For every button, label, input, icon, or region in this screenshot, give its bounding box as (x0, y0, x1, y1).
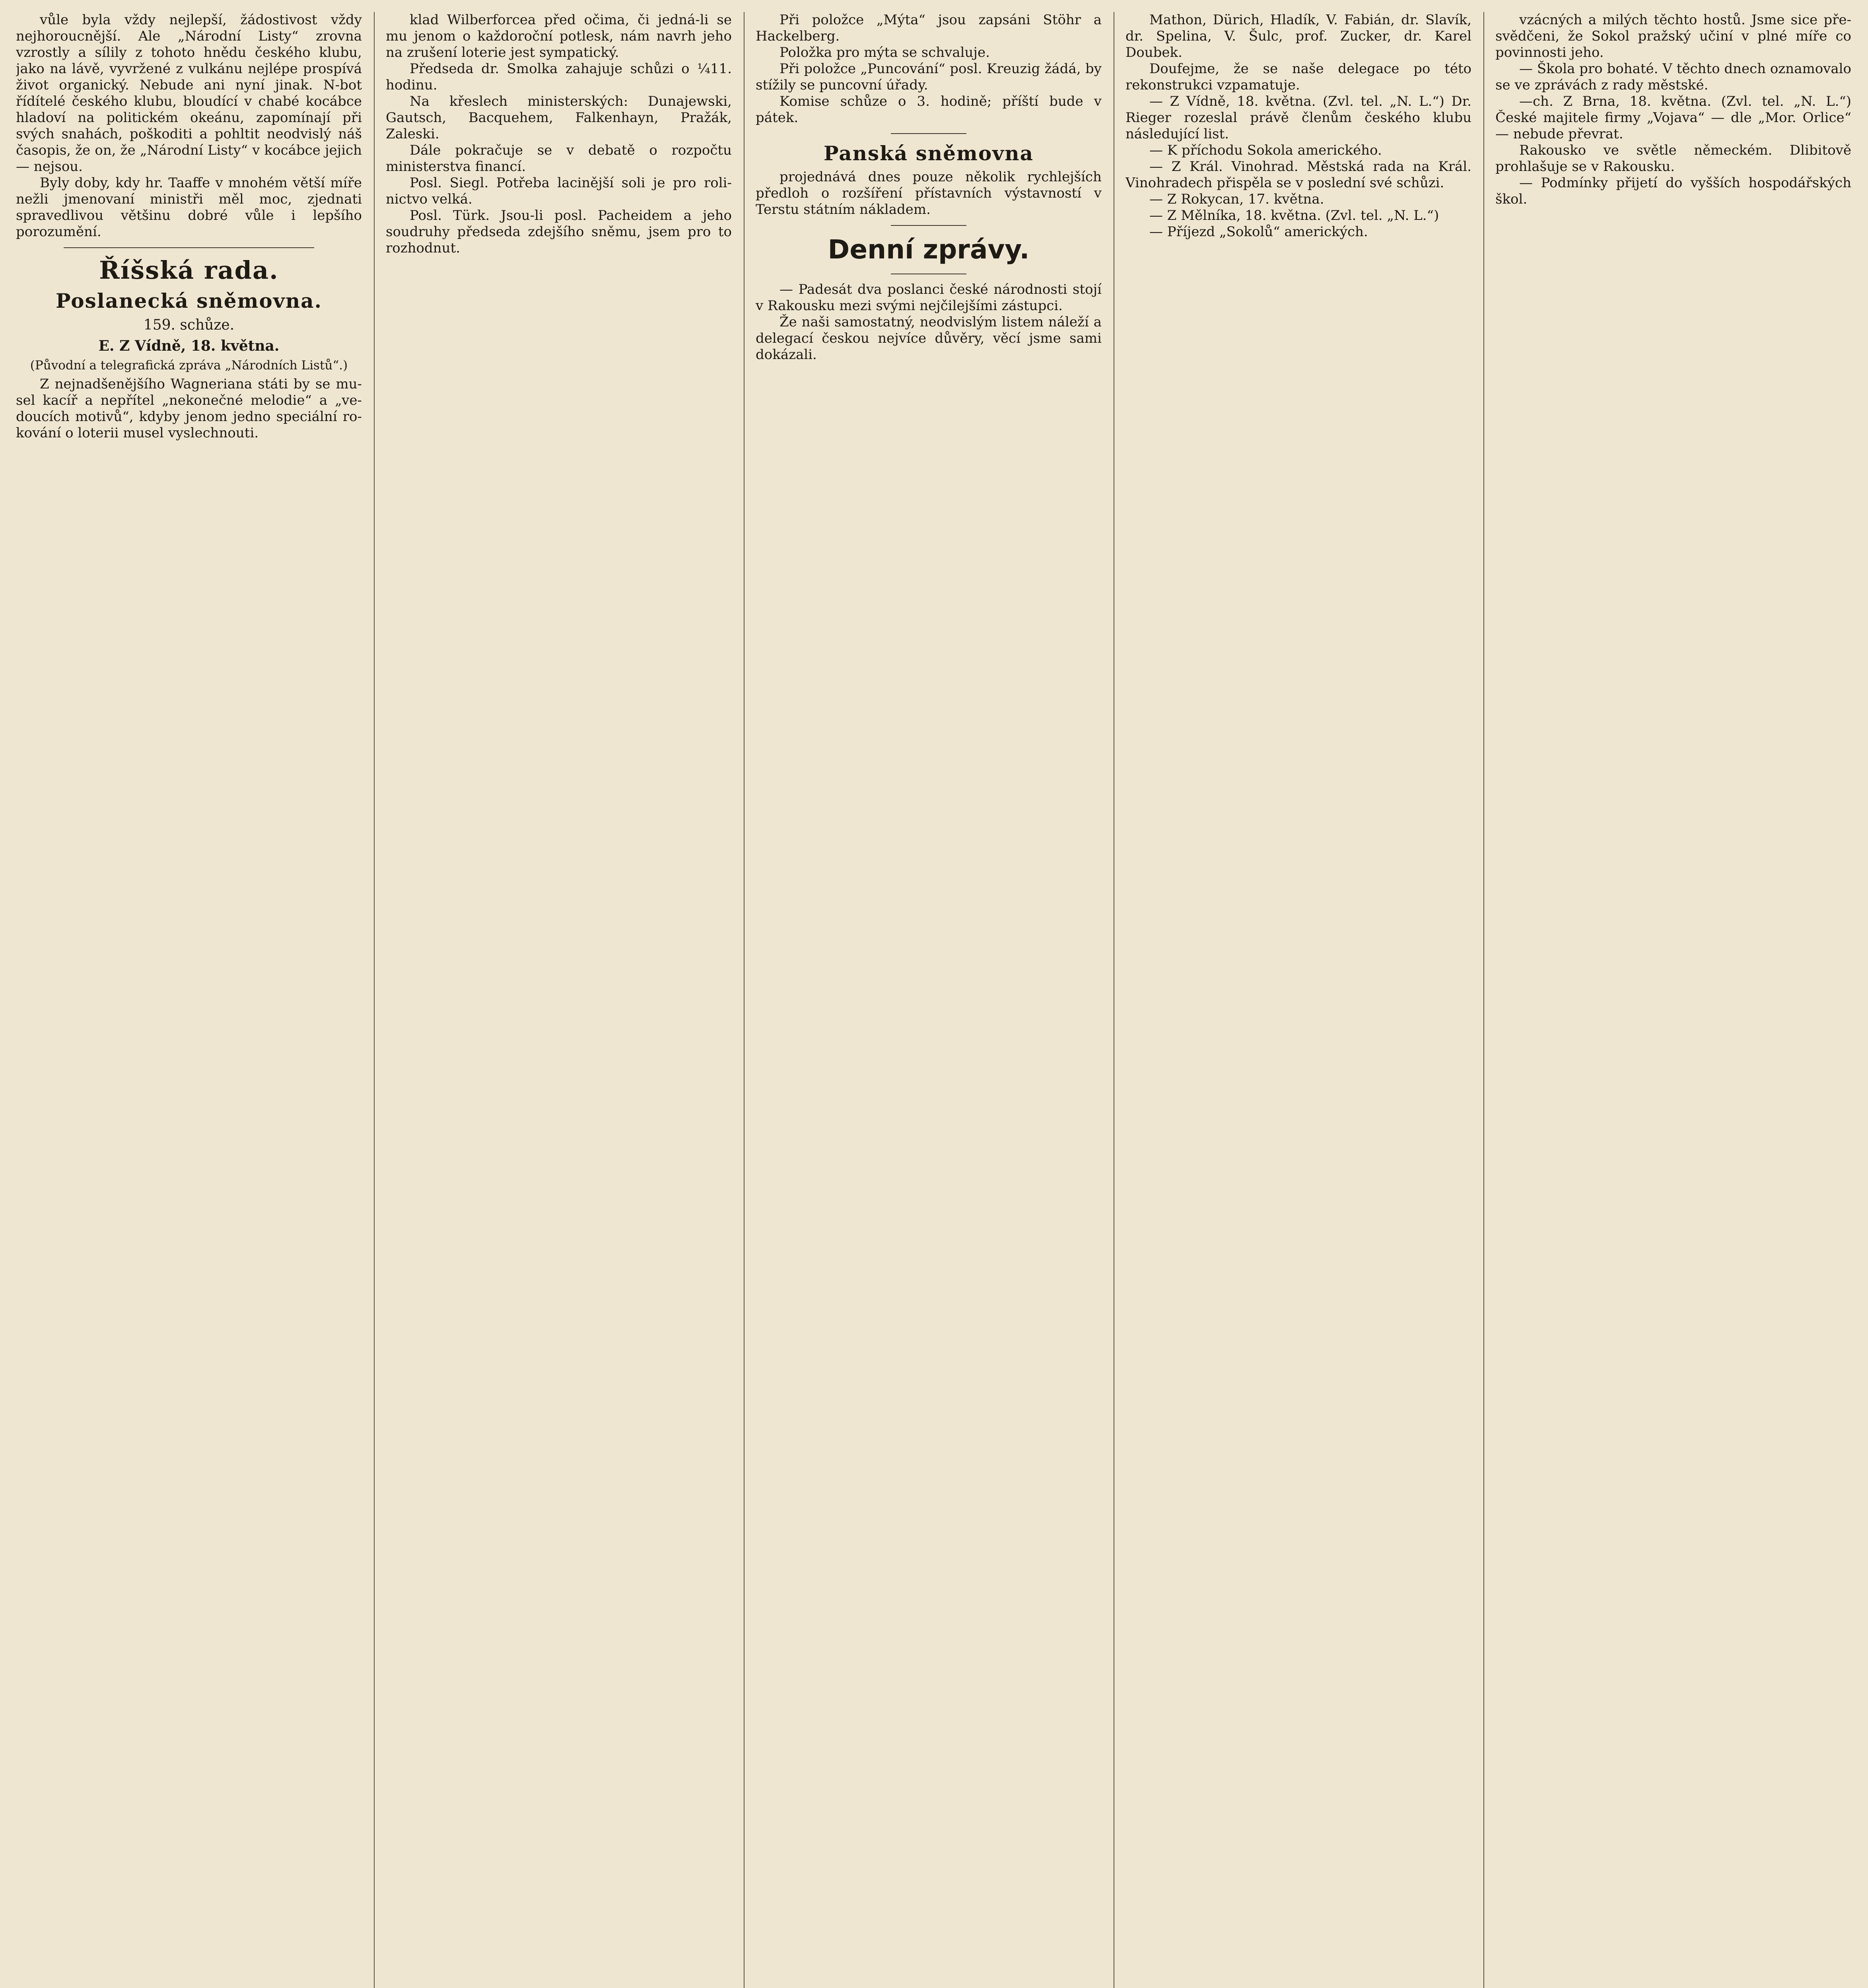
column-5 (1495, 12, 1851, 1988)
col3-paragraph-3: Při položce „Puncování“ posl. Kreuzig žádá, by stížily se puncovní úřady. (756, 61, 1102, 93)
chamber-title: Poslanecká sněmovna. (56, 289, 322, 313)
column-1 (16, 12, 362, 1988)
column-3 (756, 12, 1102, 1988)
col5-paragraph-3: —ch. Z Brna, 18. května. (Zvl. tel. „N. L.“) České majitele firmy „Vojava“ — dle „Mor. Orlice“ — nebude převrat. (1495, 93, 1851, 142)
col3-paragraph-6: — Padesát dva poslanci české národnosti stojí v Rakousku mezi svými nejčilejšími zástupci. (756, 282, 1102, 314)
columns (16, 12, 1852, 1988)
col4-paragraph-8: — Příjezd „Sokolů“ amerických. (1149, 224, 1368, 240)
col2-paragraph-5: Posl. Siegl. Potřeba lacinější soli je pro rolinictvo velká. (386, 175, 732, 207)
col5-paragraph-1: vzácných a milých těchto hostů. Jsme sice přesvědčeni, že Sokol pražský učiní v plné míře co povinnosti jeho. (1495, 12, 1851, 60)
source-note: (Původní a telegrafická zpráva „Národních Listů“.) (30, 358, 348, 373)
series-title: Říšská rada. (99, 256, 279, 285)
dateline: E. Z Vídně, 18. května. (98, 338, 280, 354)
col5-paragraph-4: Rakousko ve světle německém. Dlibitově prohlašuje se v Rakousku. (1495, 142, 1851, 175)
col3-paragraph-1: Při položce „Mýta“ jsou zapsáni Stöhr a Hackelberg. (756, 12, 1102, 44)
col3-paragraph-7: Že naši samostatný, neodvislým listem náleží a delegací českou nejvíce důvěry, věcí jsme sami dokázali. (756, 314, 1102, 363)
col4-paragraph-1: Mathon, Dürich, Hladík, V. Fabián, dr. Slavík, dr. Spelina, V. Šulc, prof. Zucker, dr. Karel Doubek. (1125, 12, 1471, 60)
col4-paragraph-6: — Z Rokycan, 17. května. (1149, 191, 1324, 207)
col1-paragraph-3: Z nejnadšenějšího Wagneriana státi by se musel kacíř a nepřítel „nekonečné melodie“ a „vedoucích motivů“, kdyby jenom jedno speciální rokování o loterii musel vyslechnouti. (16, 376, 362, 441)
col3-divider (891, 225, 966, 226)
col5-paragraph-5: — Podmínky přijetí do vyšších hospodářských škol. (1495, 175, 1851, 207)
section-title: Panská sněmovna (824, 142, 1034, 165)
col5-paragraph-2: — Škola pro bohaté. V těchto dnech oznamovalo se ve zprávách z rady městské. (1495, 61, 1851, 93)
column-4 (1125, 12, 1471, 1988)
col2-paragraph-4: Dále pokračuje se v debatě o rozpočtu ministerstva financí. (386, 142, 732, 175)
column-rule (1483, 12, 1484, 1988)
col1-paragraph-1: vůle byla vždy nejlepší, žádostivost vždy nejhoroucnější. Ale „Národní Listy“ zrovna vzrostly a sílily z tohoto hnědu českého klubu, jako na lávě, vyvržené z vulkánu nejlépe prospívá život organický. Nebude ani nyní jinak. N-bot řídítelé českého klubu, bloudící v chabé kocábce hladoví na politickém okeánu, zapomínají při svých snahách, poškoditi a pohltit neodvislý náš časopis, že on, že „Národní Listy“ v kocábce jejich — nejsou. (16, 12, 362, 175)
col3-divider (891, 133, 966, 134)
col3-paragraph-5: projednává dnes pouze několik rychlejších předloh o rozšíření přístavních výstavností v Terstu státním nákladem. (756, 169, 1102, 217)
session-number: 159. schůze. (143, 317, 235, 333)
col3-paragraph-2: Položka pro mýta se schvaluje. (779, 45, 990, 60)
col3-paragraph-4: Komise schůze o 3. hodině; příští bude v pátek. (756, 93, 1102, 126)
col1-divider (64, 247, 314, 248)
col2-paragraph-3: Na křeslech ministerských: Dunajewski, Gautsch, Bacquehem, Falkenhayn, Pražák, Zaleski. (386, 93, 732, 142)
col2-paragraph-6: Posl. Türk. Jsou-li posl. Pacheidem a jeho soudruhy předseda zdejšího sněmu, jsem pro to rozhodnut. (386, 208, 732, 256)
col4-paragraph-4: — K příchodu Sokola amerického. (1149, 142, 1382, 158)
col2-paragraph-2: Předseda dr. Smolka zahajuje schůzi o ¼11. hodinu. (386, 61, 732, 93)
col4-paragraph-3: — Z Vídně, 18. května. (Zvl. tel. „N. L.“) Dr. Rieger rozeslal právě členům českého klubu následující list. (1125, 93, 1471, 142)
column-rule (374, 12, 375, 1988)
col2-paragraph-1: klad Wilberforcea před očima, či jedná-li se mu jenom o každoroční potlesk, nám navrh jeho na zrušení loterie jest sympatický. (386, 12, 732, 60)
col4-paragraph-5: — Z Král. Vinohrad. Městská rada na Král. Vinohradech přispěla se v poslední své schůzi. (1125, 159, 1471, 191)
news-title: Denní zprávy. (828, 234, 1030, 265)
col4-paragraph-7: — Z Mělníka, 18. května. (Zvl. tel. „N. L.“) (1149, 208, 1439, 223)
column-2 (386, 12, 732, 1988)
col1-paragraph-2: Byly doby, kdy hr. Taaffe v mnohém větší míře nežli jmenovaní ministři měl moc, zjednati spravedlivou většinu dobré vůle i lepšího porozumění. (16, 175, 362, 240)
col4-paragraph-2: Doufejme, že se naše delegace po této rekonstrukci vzpamatuje. (1125, 61, 1471, 93)
